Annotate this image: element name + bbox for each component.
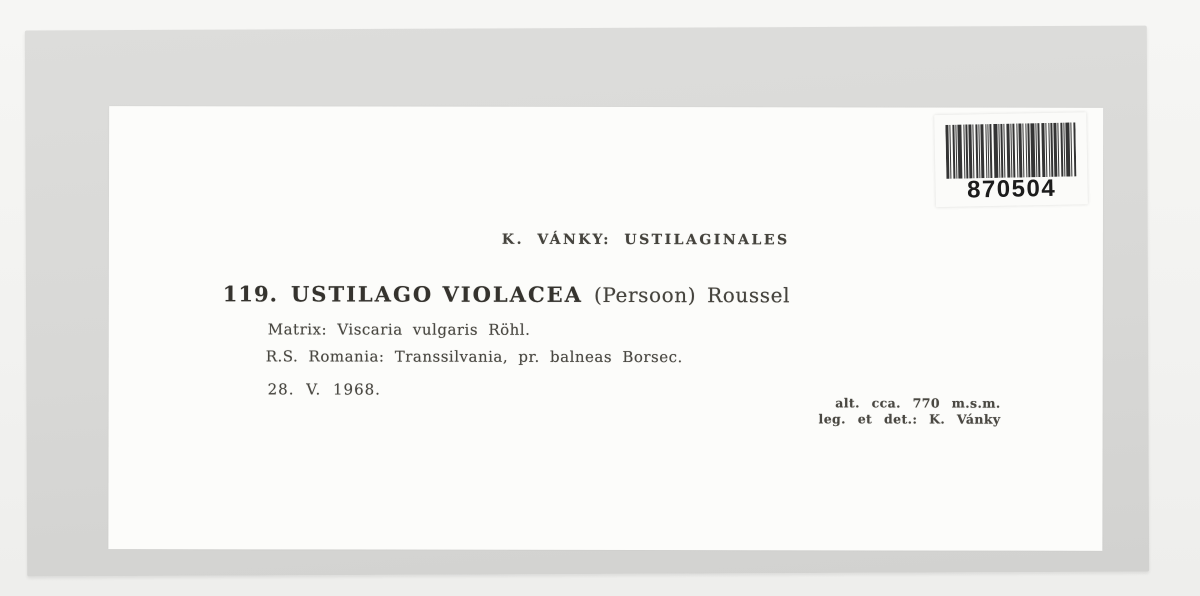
collector-line: leg. et det.: K. Vánky xyxy=(818,411,1001,427)
specimen-title xyxy=(223,281,790,307)
barcode-sticker xyxy=(934,112,1088,207)
barcode-icon xyxy=(945,122,1076,178)
altitude-collector-block xyxy=(819,395,1001,427)
altitude-line: alt. cca. 770 m.s.m. xyxy=(835,395,1001,411)
species-name: USTILAGO VIOLACEA xyxy=(290,281,584,307)
matrix-line: Matrix: Viscaria vulgaris Röhl. xyxy=(267,320,531,339)
barcode-number: 870504 xyxy=(966,174,1057,204)
date-line: 28. V. 1968. xyxy=(267,380,381,399)
herbarium-packet xyxy=(25,26,1149,577)
collection-number: 119. xyxy=(222,281,278,307)
series-header: K. VÁNKY: USTILAGINALES xyxy=(501,231,790,249)
specimen-label xyxy=(108,106,1103,551)
species-authority: (Persoon) Roussel xyxy=(593,282,791,308)
locality-line: R.S. Romania: Transsilvania, pr. balneas Borsec. xyxy=(265,347,683,367)
